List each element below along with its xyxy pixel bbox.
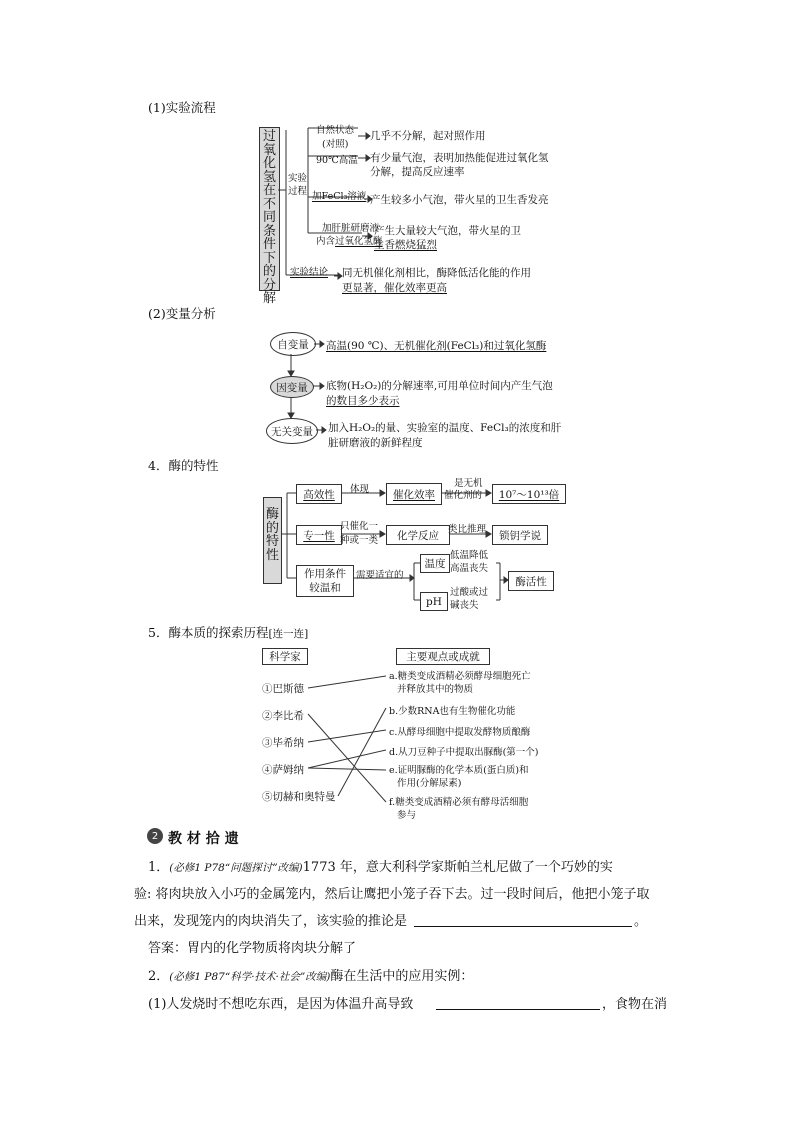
views-column-header: 主要观点或成就 (396, 648, 490, 665)
section1-vertical-char: 过 (262, 129, 276, 144)
question-2-line-1: 2．(必修1 P87“科学·技术·社会”改编)酶在生活中的应用实例： (148, 969, 474, 984)
scientist-4: ④萨姆纳 (262, 764, 304, 776)
high-efficiency-box: 高效性 (296, 484, 342, 504)
section4-title: 4．酶的特性 (148, 458, 219, 473)
analogy-label: 类比推理 (448, 524, 487, 535)
question-1-line-2: 验: 将肉块放入小巧的金属笼内，然后让鹰把小笼子吞下去。过一段时间后，他把小笼子取 (134, 887, 650, 902)
condition-natural-sub: (对照) (322, 139, 349, 150)
dependent-variable-text-2: 的数目多少表示 (326, 395, 400, 407)
embody-label: 体现 (350, 484, 370, 495)
dependent-variable-text-1: 底物(H₂O₂)的分解速率,可用单位时间内产生气泡 (326, 380, 553, 392)
section1-vertical-char: 分 (262, 277, 276, 293)
view-a: a.糖类变成酒精必须酵母细胞死亡 并释放其中的物质 (389, 671, 531, 695)
condition-high-temp: 90℃高温 (316, 155, 358, 166)
irrelevant-variable-text-1: 加入H₂O₂的量、实验室的温度、FeCl₃的浓度和肝 (328, 422, 562, 434)
scientist-column-header: 科学家 (262, 648, 308, 665)
mild-conditions-box: 作用条件 较温和 (296, 565, 354, 597)
question-1-line-3: 出来，发现笼内的肉块消失了，该实验的推论是 (134, 914, 408, 929)
condition-liver-sub: 内含过氧化氢酶 (316, 236, 383, 247)
conclusion-1: 同无机催化剂相比，酶降低活化能的作用 (342, 267, 531, 279)
result-high-temp-1: 有少量气泡，表明加热能促进过氧化氢 (370, 152, 549, 164)
question-1-blank[interactable] (414, 926, 632, 927)
section1-vertical-char: 下 (262, 250, 276, 266)
section4-vertical-char: 特 (265, 534, 279, 549)
view-e: e.证明脲酶的化学本质(蛋白质)和 作用(分解尿素) (389, 765, 529, 789)
section4-vertical-char: 性 (265, 547, 279, 563)
scientist-3: ③毕希纳 (262, 737, 304, 749)
section1-vertical-char: 氢 (262, 169, 276, 185)
review-title: 教 材 拾 遗 (168, 831, 239, 847)
view-d: d.从刀豆种子中提取出脲酶(第一个) (389, 747, 539, 758)
dependent-variable: 因变量 (270, 376, 314, 398)
result-fecl3: 产生较多小气泡，带火星的卫生香发亮 (370, 194, 549, 206)
question-2-blank[interactable] (436, 1009, 600, 1010)
ratio-box: 10⁷～10¹³倍 (492, 484, 566, 504)
result-natural: 几乎不分解，起对照作用 (370, 130, 486, 142)
answer-1: 答案：胃内的化学物质将肉块分解了 (148, 941, 357, 956)
result-liver-2: 生香燃烧猛烈 (374, 239, 437, 251)
question-1-line-1: 1．(必修1 P78“问题探讨”改编)1773 年，意大利科学家斯帕兰札尼做了一个巧妙的实 (148, 860, 613, 875)
section4-vertical-char: 的 (265, 520, 279, 536)
question-2-sub-1: (1)人发烧时不想吃东西，是因为体温升高导致 (148, 997, 414, 1012)
section1-vertical-char: 解 (262, 291, 276, 306)
result-liver-1: 产生大量较大气泡，带火星的卫 (374, 225, 521, 237)
section1-vertical-char: 不 (262, 196, 276, 212)
review-badge: 2 (147, 828, 163, 844)
view-c: c.从酵母细胞中提取发酵物质酿酶 (389, 727, 531, 738)
irrelevant-variable: 无关变量 (266, 418, 318, 444)
condition-natural: 自然状态 (316, 125, 355, 136)
process-label: 实验 过程 (288, 173, 308, 197)
need-suitable-label: 需要适宜的 (356, 570, 404, 581)
result-high-temp-2: 分解，提高反应速率 (370, 166, 465, 178)
section2-title: (2)变量分析 (148, 306, 216, 321)
scientist-2: ②李比希 (262, 710, 304, 722)
conclusion-label: 实验结论 (290, 267, 329, 278)
specificity-note: 只催化一 种或一类 (340, 521, 379, 546)
condition-liver: 加肝脏研磨液 (322, 223, 380, 234)
section1-vertical-char: 同 (262, 210, 276, 225)
section1-title: (1)实验流程 (148, 100, 216, 115)
ph-box: pH (420, 592, 448, 611)
section1-vertical-char: 条 (262, 223, 276, 239)
compare-label: 是无机 催化剂的 (444, 478, 483, 501)
temperature-box: 温度 (420, 554, 450, 573)
catalytic-efficiency-box: 催化效率 (386, 483, 442, 505)
conclusion-2: 更显著，催化效率更高 (342, 282, 447, 294)
section1-vertical-char: 的 (262, 264, 276, 279)
section1-vertical-char: 在 (262, 183, 276, 198)
ph-note: 过酸或过 碱丧失 (450, 587, 489, 611)
section1-vertical-char: 化 (262, 156, 276, 171)
independent-variable: 自变量 (270, 332, 316, 356)
section5-title: 5．酶本质的探索历程[连一连] (148, 625, 309, 640)
question-1-end: 。 (634, 914, 648, 929)
independent-variable-text: 高温(90 ℃)、无机催化剂(FeCl₃)和过氧化氢酶 (326, 340, 547, 352)
specificity-box: 专一性 (296, 525, 342, 545)
lock-key-box: 锁钥学说 (492, 525, 548, 545)
section1-vertical-char: 氧 (262, 142, 276, 158)
chemical-reaction-box: 化学反应 (386, 525, 450, 545)
view-f: f.糖类变成酒精必须有酵母活细胞 参与 (389, 797, 529, 821)
scientist-1: ①巴斯德 (262, 683, 304, 695)
question-2-sub-1-end: ，食物在消 (602, 997, 668, 1012)
scientist-5: ⑤切赫和奥特曼 (262, 791, 336, 803)
section4-vertical-char: 酶 (265, 507, 279, 522)
condition-fecl3: 加FeCl₃溶液 (312, 191, 367, 202)
section1-vertical-char: 件 (262, 237, 276, 252)
irrelevant-variable-text-2: 脏研磨液的新鲜程度 (328, 437, 423, 449)
enzyme-activity-box: 酶活性 (508, 571, 554, 591)
temperature-note: 低温降低 高温丧失 (450, 550, 489, 574)
view-b: b.少数RNA也有生物催化功能 (389, 706, 516, 717)
